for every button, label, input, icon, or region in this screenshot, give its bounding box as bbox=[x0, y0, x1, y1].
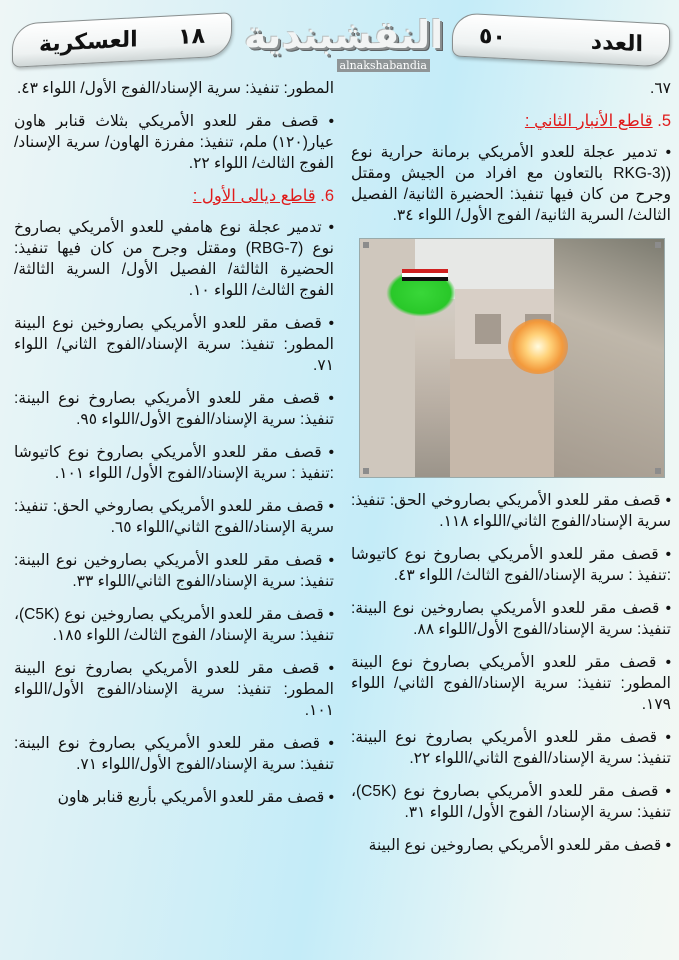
paragraph: • قصف مقر للعدو الأمريكي بصاروخين نوع البينة: تنفيذ: سرية الإسناد/الفوج الثاني/اللواء ٣٣. bbox=[14, 552, 334, 590]
section-banner bbox=[12, 12, 232, 68]
logo-title: النقشبندية bbox=[244, 13, 444, 57]
paragraph: ٦٧. bbox=[650, 80, 671, 97]
section-label: العسكرية bbox=[39, 26, 138, 57]
paragraph: • قصف مقر للعدو الأمريكي بصاروخ نوع كاتيوشا :تنفيذ : سرية الإسناد/الفوج الأول/ اللواء ١٠١. bbox=[14, 444, 334, 482]
paragraph: • قصف مقر للعدو الأمريكي بصاروخ نوع البينة: تنفيذ: سرية الإسناد/الفوج الثاني/اللواء ٢٢. bbox=[351, 729, 671, 767]
paragraph: • قصف مقر للعدو الأمريكي بصاروخين نوع البينة bbox=[368, 837, 671, 854]
right-column bbox=[351, 78, 671, 868]
paragraph: • قصف مقر للعدو الأمريكي بصاروخ نوع (C5K)، تنفيذ: سرية الإسناد/ الفوج الأول/ اللواء ٣١. bbox=[351, 783, 671, 821]
section-title: قاطع الأنبار الثاني : bbox=[524, 112, 653, 130]
issue-banner bbox=[452, 12, 670, 67]
photo-corner bbox=[363, 468, 369, 474]
paragraph: • قصف مقر للعدو الأمريكي بصاروخي الحق: تنفيذ: سرية الإسناد/الفوج الثاني/اللواء ٦٥. bbox=[14, 498, 334, 536]
explosion-flash bbox=[508, 319, 568, 374]
explosion-scene-photo bbox=[359, 238, 665, 478]
photo-corner bbox=[363, 242, 369, 248]
paragraph: • تدمير عجلة نوع هامفي للعدو الأمريكي بصاروخ نوع (RBG-7) ومقتل وجرح من كان فيها تنفيذ: الحضيرة الثالثة/ الفصيل الأول/ السرية الثالثة/ الفوج الثالث/ اللواء ١٠. bbox=[14, 219, 334, 299]
issue-number: ٥٠ bbox=[479, 22, 506, 50]
paragraph: • قصف مقر للعدو الأمريكي بصاروخي الحق: تنفيذ: سرية الإسناد/الفوج الثاني/اللواء ١١٨. bbox=[351, 492, 671, 530]
photo-window bbox=[475, 314, 501, 344]
logo-subtitle: alnakshabandia bbox=[337, 59, 430, 72]
section-heading-anbar bbox=[351, 111, 671, 132]
paragraph: • قصف مقر للعدو الأمريكي بصاروخ نوع البينة: تنفيذ: سرية الإسناد/الفوج الأول/اللواء ٧١. bbox=[14, 735, 334, 773]
photo-corner bbox=[655, 468, 661, 474]
paragraph: المطور: تنفيذ: سرية الإسناد/الفوج الأول/ اللواء ٤٣. bbox=[16, 80, 334, 97]
paragraph: • قصف مقر للعدو الأمريكي بصاروخ نوع كاتيوشا :تنفيذ : سرية الإسناد/الفوج الثالث/ اللواء ٤٣. bbox=[351, 546, 671, 584]
paragraph: • قصف مقر للعدو الأمريكي بصاروخين نوع البينة: تنفيذ: سرية الإسناد/الفوج الأول/اللواء ٨٨. bbox=[351, 600, 671, 638]
paragraph: • قصف مقر للعدو الأمريكي بصاروخ نوع البينة: تنفيذ: سرية الإسناد/الفوج الأول/اللواء ٩٥. bbox=[14, 390, 334, 428]
section-heading-diyala bbox=[14, 186, 334, 207]
issue-label: العدد bbox=[590, 28, 643, 57]
left-column bbox=[14, 78, 334, 820]
flag-icon bbox=[402, 269, 448, 281]
paragraph: • قصف مقر للعدو الأمريكي بصاروخ نوع البينة المطور: تنفيذ: سرية الإسناد/الفوج الثاني/ اللواء ١٧٩. bbox=[351, 654, 671, 713]
paragraph: • تدمير عجلة للعدو الأمريكي برمانة حرارية نوع ((RKG-3 بالتعاون مع افراد من الجيش ومقتل وجرح من كان فيها تنفيذ: الحضيرة الثانية/ الفصيل الثالث/ السرية الثانية/ الفوج الأول/ اللواء ٣٤. bbox=[351, 144, 671, 224]
page-header bbox=[0, 0, 679, 78]
paragraph: • قصف مقر للعدو الأمريكي بصاروخين نوع (C5K)، تنفيذ: سرية الإسناد/ الفوج الثالث/ اللواء ١٨٥. bbox=[14, 606, 334, 644]
paragraph: • قصف مقر للعدو الأمريكي بأربع قنابر هاون bbox=[57, 789, 334, 806]
section-title: قاطع ديالى الأول : bbox=[192, 187, 316, 205]
paragraph: • قصف مقر للعدو الأمريكي بصاروخ نوع البينة المطور: تنفيذ: سرية الإسناد/الفوج الأول/اللواء ١٠١. bbox=[14, 660, 334, 719]
paragraph: • قصف مقر للعدو الأمريكي بصاروخين نوع البينة المطور: تنفيذ: سرية الإسناد/الفوج الثاني/ اللواء ٧١. bbox=[14, 315, 334, 374]
section-number: 5. bbox=[657, 112, 671, 130]
paragraph: • قصف مقر للعدو الأمريكي بثلاث قنابر هاون عيار(١٢٠) ملم، تنفيذ: مفرزة الهاون/ سرية الإسناد/ الفوج الثالث/ اللواء ٢٢. bbox=[14, 113, 334, 172]
section-number: 6. bbox=[320, 187, 334, 205]
page-number: ١٨ bbox=[178, 22, 205, 50]
magazine-logo bbox=[244, 10, 444, 72]
photo-corner bbox=[655, 242, 661, 248]
photo-palm bbox=[554, 239, 664, 478]
